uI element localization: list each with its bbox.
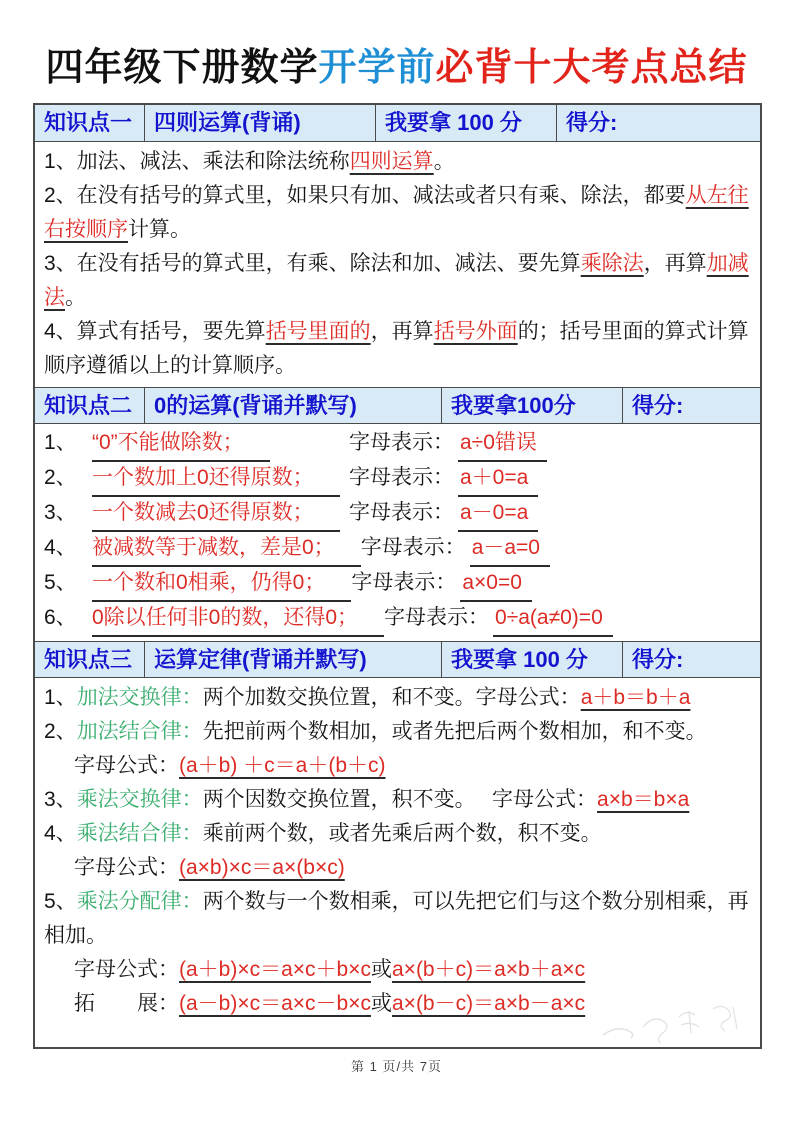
section3-goal: 我要拿 100 分 — [442, 642, 623, 677]
section2-goal: 我要拿100分 — [442, 388, 623, 423]
rule-paragraph — [44, 145, 751, 179]
statement-wrap — [44, 462, 349, 497]
zero-rule-row — [44, 462, 751, 497]
section1-score-label: 得分: — [566, 110, 618, 135]
text-segment: 加法交换律： — [76, 686, 203, 709]
text-segment: 字母公式： — [74, 856, 179, 879]
section3-label: 知识点三 — [35, 642, 145, 677]
letter-formula: a×0=0 — [460, 567, 532, 602]
text-segment: 加减法 — [44, 252, 749, 309]
law-line — [44, 885, 751, 953]
text-segment: 四则运算 — [349, 150, 434, 173]
letter-notation-label: 字母表示： — [384, 606, 490, 629]
text-segment: 5、 — [44, 890, 77, 913]
page-number: 第 1 页/共 7页 — [351, 1059, 442, 1074]
section3-body — [35, 678, 760, 1047]
section1-header-row — [35, 105, 760, 142]
item-number: 6、 — [44, 606, 77, 629]
text-segment: a×b＝b×a — [597, 788, 690, 811]
text-segment: (a＋b) ＋c＝a＋(b＋c) — [179, 754, 386, 777]
text-segment: 两个加数交换位置，和不变。字母公式： — [202, 686, 581, 709]
text-segment: 2、 — [44, 720, 77, 743]
law-line — [44, 817, 751, 851]
letter-formula: a－a=0 — [470, 532, 550, 567]
title-segment: 必背十大考点总结 — [435, 47, 748, 89]
zero-rule-row — [44, 532, 751, 567]
text-segment: 乘除法 — [580, 252, 644, 275]
text-segment: 从左往右按顺序 — [44, 184, 749, 241]
zero-rule-row — [44, 602, 751, 637]
section1-goal: 我要拿 100 分 — [376, 105, 557, 141]
text-segment: a×(b－c)＝a×b－a×c — [392, 992, 586, 1015]
section1-label: 知识点一 — [35, 105, 145, 141]
text-segment: a＋b＝b＋a — [580, 686, 691, 709]
law-line — [44, 715, 751, 749]
letter-notation-label: 字母表示： — [351, 571, 457, 594]
text-segment: 。 — [433, 150, 455, 173]
item-number: 4、 — [44, 536, 77, 559]
letter-formula: a÷0错误 — [458, 427, 547, 462]
text-segment: 字母公式： — [74, 754, 179, 777]
text-segment: 两个因数交换位置，积不变。 字母公式： — [202, 788, 598, 811]
letter-notation-label: 字母表示： — [349, 466, 454, 489]
page-title — [0, 36, 793, 91]
section1-topic: 四则运算(背诵) — [145, 105, 376, 141]
rule-statement: “0”不能做除数； — [92, 427, 270, 462]
rule-paragraph — [44, 315, 751, 383]
letter-notation-label: 字母表示： — [360, 536, 466, 559]
law-line — [44, 783, 751, 817]
text-segment: 1、 — [44, 686, 77, 709]
text-segment: (a－b)×c＝a×c－b×c — [179, 992, 371, 1015]
title-segment: 开学前 — [318, 47, 436, 89]
text-segment: 计算。 — [128, 218, 191, 241]
letter-formula: a＋0=a — [458, 462, 538, 497]
statement-wrap — [44, 497, 349, 532]
text-segment: 3、 — [44, 788, 77, 811]
section2-label: 知识点二 — [35, 388, 145, 423]
letter-formula: a－0=a — [458, 497, 538, 532]
rule-paragraph — [44, 247, 751, 315]
law-line — [44, 851, 751, 885]
letter-formula: 0÷a(a≠0)=0 — [493, 602, 613, 637]
item-number: 2、 — [44, 466, 77, 489]
text-segment: ，再算 — [643, 252, 707, 275]
text-segment: 乘法交换律： — [76, 788, 203, 811]
zero-rule-row — [44, 567, 751, 602]
knowledge-points-table — [33, 103, 762, 1049]
rule-statement: 一个数加上0还得原数； — [92, 462, 340, 497]
law-line — [44, 953, 751, 987]
text-segment: 。 — [65, 286, 86, 309]
text-segment: 2、在没有括号的算式里，如果只有加、减法或者只有乘、除法，都要 — [44, 184, 686, 207]
statement-wrap — [44, 602, 384, 637]
text-segment: 两个数与一个数相乘，可以先把它们与这个数分别相乘，再相加。 — [44, 890, 749, 947]
section2-body — [35, 424, 760, 641]
text-segment: 3、在没有括号的算式里，有乘、除法和加、减法、要先算 — [44, 252, 581, 275]
rule-statement: 一个数减去0还得原数； — [92, 497, 340, 532]
law-line — [44, 987, 751, 1021]
text-segment: 1、加法、减法、乘法和除法统称 — [44, 150, 350, 173]
item-number: 5、 — [44, 571, 77, 594]
zero-rule-row — [44, 427, 751, 462]
text-segment: 拓 展： — [74, 992, 179, 1015]
law-line — [44, 681, 751, 715]
item-number: 3、 — [44, 501, 77, 524]
text-segment: 的；括号里面的算式计算顺序遵循以上的计算顺序。 — [44, 320, 749, 377]
statement-wrap — [44, 532, 361, 567]
letter-notation-label: 字母表示： — [349, 501, 454, 524]
letter-notation-label: 字母表示： — [349, 431, 454, 454]
text-segment: (a＋b)×c＝a×c＋b×c — [179, 958, 371, 981]
law-line — [44, 749, 751, 783]
item-number: 1、 — [44, 431, 77, 454]
section3-score-label: 得分: — [632, 647, 684, 672]
text-segment: 字母公式： — [74, 958, 179, 981]
text-segment: 先把前两个数相加，或者先把后两个数相加，和不变。 — [202, 720, 707, 743]
text-segment: 括号里面的 — [265, 320, 371, 343]
text-segment: 乘法结合律： — [76, 822, 203, 845]
section3-topic: 运算定律(背诵并默写) — [145, 642, 442, 677]
section1-body — [35, 142, 760, 387]
section3-header-row — [35, 641, 760, 678]
text-segment: 或 — [371, 992, 392, 1015]
text-segment: (a×b)×c＝a×(b×c) — [179, 856, 345, 879]
text-segment: 加法结合律： — [76, 720, 203, 743]
text-segment: 或 — [371, 958, 392, 981]
section2-topic: 0的运算(背诵并默写) — [145, 388, 442, 423]
section2-header-row — [35, 387, 760, 424]
statement-wrap — [44, 567, 351, 602]
title-segment: 四年级下册数学 — [45, 47, 319, 89]
rule-statement: 被减数等于减数，差是0； — [92, 532, 361, 567]
statement-wrap — [44, 427, 349, 462]
text-segment: 乘前两个数，或者先乘后两个数，积不变。 — [202, 822, 602, 845]
text-segment: ，再算 — [370, 320, 434, 343]
text-segment: 乘法分配律： — [76, 890, 203, 913]
text-segment: 4、算式有括号，要先算 — [44, 320, 266, 343]
rule-statement: 一个数和0相乘，仍得0； — [92, 567, 351, 602]
section2-score-label: 得分: — [632, 393, 684, 418]
rule-statement: 0除以任何非0的数，还得0； — [92, 602, 384, 637]
text-segment: 4、 — [44, 822, 77, 845]
text-segment: 括号外面 — [433, 320, 518, 343]
zero-rule-row — [44, 497, 751, 532]
rule-paragraph — [44, 179, 751, 247]
text-segment: a×(b＋c)＝a×b＋a×c — [392, 958, 586, 981]
